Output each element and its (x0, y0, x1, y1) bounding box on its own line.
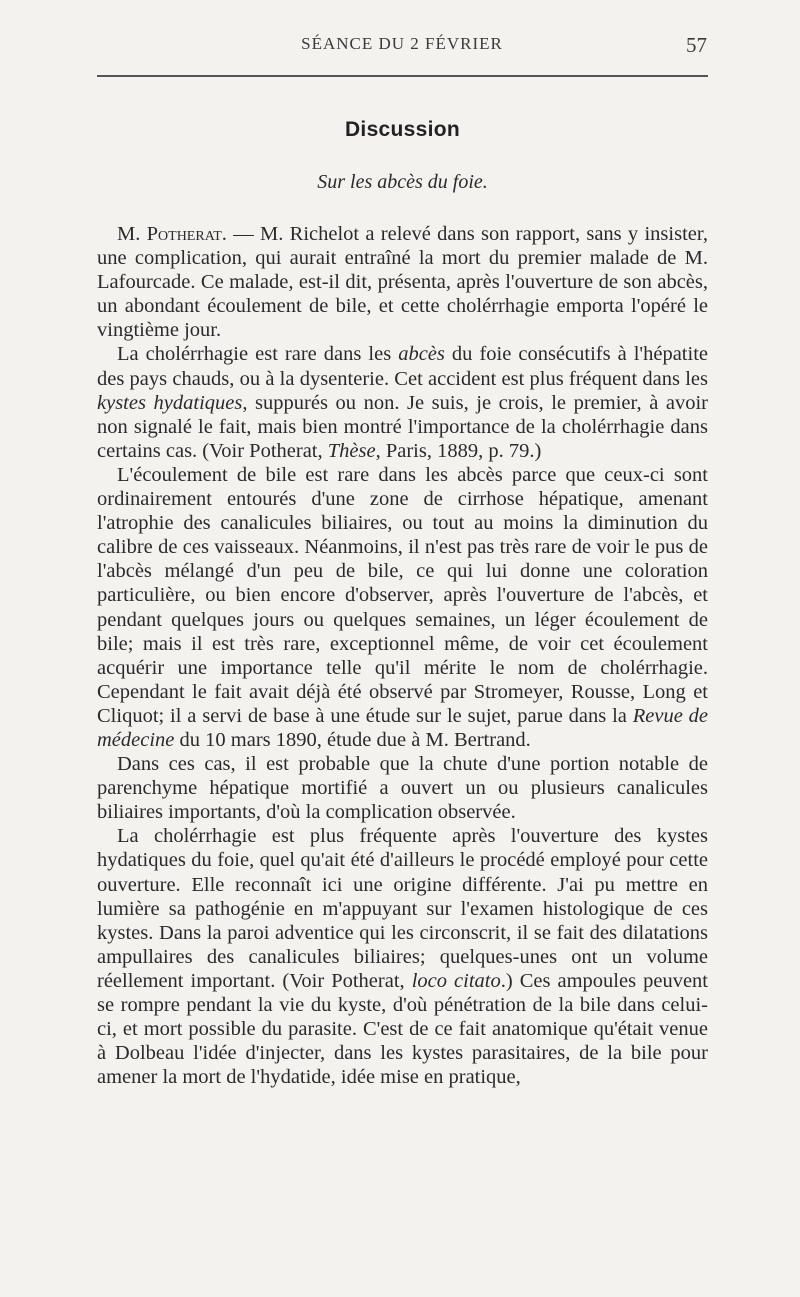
text-run: , suppurés ou non. Je suis, je crois, le premier, à avoir non signalé le fait, mais bien montré l'importance de la cholérrhagie dans certains cas. (Voir Potherat, (97, 391, 708, 462)
paragraph (97, 824, 708, 1089)
text-run: du foie consécutifs à l'hépatite des pays chauds, ou à la dysenterie. Cet accident est plus fréquent dans les (97, 343, 708, 390)
text-run: L'écoulement de bile est rare dans les abcès parce que ceux-ci sont ordinairement entourés d'une zone de cirrhose hépatique, amenant l'atrophie des canalicules biliaires, ou tout au moins la diminution du calibre de ces vaisseaux. Néanmoins, il n'est pas très rare de voir le pus de l'abcès mélangé d'un peu de bile, ce qui lui donne une coloration particulière, ou bien encore d'observer, après l'ouverture de l'abcès, et pendant quelques jours ou quelques semaines, un léger écoulement de bile; mais il est très rare, exceptionnel même, de voir cet écoulement acquérir une importance telle qu'il mérite le nom de cholérrhagie. Cependant le fait avait déjà été observé par Stromeyer, Rousse, Long et Cliquot; il a servi de base à une étude sur le sujet, parue dans la (97, 463, 708, 727)
paragraph (97, 463, 708, 752)
italic-run: loco citato (411, 969, 501, 992)
text-run: Dans ces cas, il est probable que la chute d'une portion notable de parenchyme hépatique mortifié a ouvert un ou plusieurs canalicules biliaires importants, d'où la complication observée. (97, 753, 708, 824)
paragraph (97, 752, 708, 824)
section-title: Discussion (344, 118, 461, 141)
text-run: La cholérrhagie est plus fréquente après l'ouverture des kystes hydatiques du foie, quel qu'ait été d'ailleurs le procédé employé pour cette ouverture. Elle reconnaît ici une origine différente. J'ai pu mettre en lumière sa pathogénie en m'appuyant sur l'examen histologique de ces kystes. Dans la paroi adventice qui les circonscrit, il se fait des dilatations ampullaires des canalicules biliaires; quelques-unes ont un volume réellement important. (Voir Potherat, (97, 825, 708, 992)
italic-run: Thèse (327, 439, 376, 462)
text-run: , Paris, 1889, p. 79.) (375, 439, 542, 462)
italic-run: abcès (398, 343, 445, 366)
text-run: La cholérrhagie est rare dans les (117, 343, 399, 366)
italic-run: kystes hydatiques (97, 391, 243, 414)
paragraph (97, 222, 708, 342)
header-rule (97, 75, 708, 77)
subtitle: Sur les abcès du foie. (317, 171, 488, 193)
speaker-name: M. Potherat. (117, 223, 227, 245)
body-text (97, 222, 708, 1089)
text-run: .) Ces ampoules peuvent se rompre pendant la vie du kyste, d'où pénétration de la bile dans celui-ci, et mort possible du parasite. C'est de ce fait anatomique qu'était venue à Dolbeau l'idée d'injecter, dans les kystes parasitaires, de la bile pour amener la mort de l'hydatide, idée mise en pratique, (97, 969, 709, 1089)
text-run: — M. Richelot a relevé dans son rapport, sans y insister, une complication, qui aurait entraîné la mort du premier malade de M. Lafourcade. Ce malade, est-il dit, présenta, après l'ouverture de son abcès, un abondant écoulement de bile, et cette cholérrhagie emporta l'opéré le vingtième jour. (97, 223, 708, 342)
running-title: SÉANCE DU 2 FÉVRIER (301, 34, 503, 53)
page-number: 57 (686, 33, 707, 57)
page-header (97, 28, 707, 68)
italic-run: Revue de médecine (97, 704, 709, 751)
paragraph (97, 342, 708, 462)
text-run: du 10 mars 1890, étude due à M. Bertrand. (174, 728, 531, 751)
